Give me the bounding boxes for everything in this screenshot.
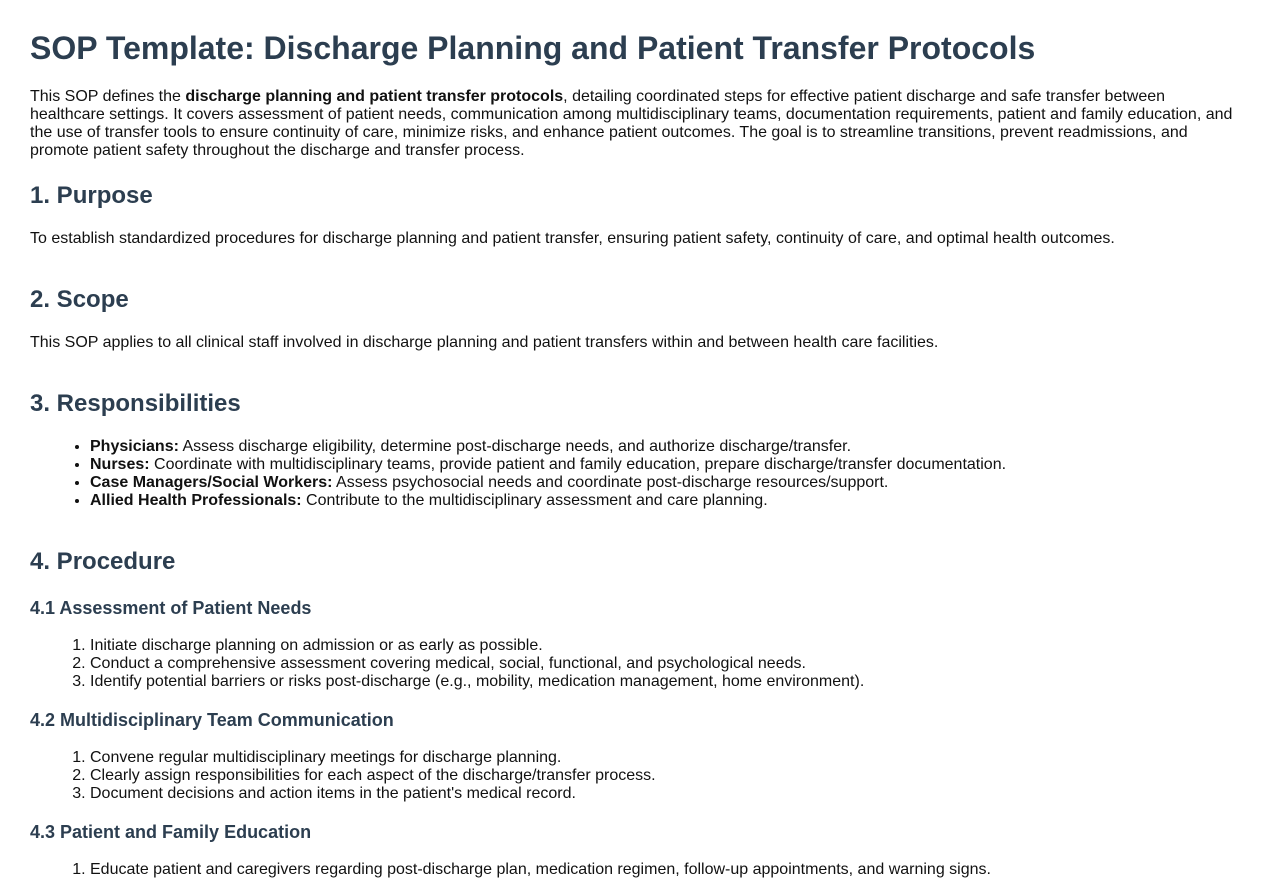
intro-text-after: , detailing coordinated steps for effective patient discharge and safe transfer between healthcare settings. It covers assessment of patient needs, communication among multidisciplinary teams, documentation requirements, patient and family education, and the use of transfer tools to ensure continuity of care, minimize risks, and enhance patient outcomes. The goal is to streamline transitions, prevent readmissions, and promote patient safety throughout the discharge and transfer process. (30, 88, 1233, 159)
list-item: 3. Identify potential barriers or risks post-discharge (e.g., mobility, medication management, home environment). (90, 673, 1233, 691)
scope-text: This SOP applies to all clinical staff involved in discharge planning and patient transfers within and between health care facilities. (30, 334, 939, 351)
scope-heading: 2. Scope (30, 286, 129, 313)
role-text: Assess discharge eligibility, determine post-discharge needs, and authorize discharge/transfer. (178, 438, 852, 455)
responsibilities-list (30, 438, 1233, 510)
list-item: 1. Educate patient and caregivers regarding post-discharge plan, medication regimen, follow-up appointments, and warning signs. (90, 861, 1233, 879)
purpose-heading: 1. Purpose (30, 182, 153, 209)
role-label: Nurses: (90, 456, 150, 473)
education-steps (30, 861, 1233, 879)
role-text: Assess psychosocial needs and coordinate post-discharge resources/support. (332, 474, 889, 491)
responsibilities-heading: 3. Responsibilities (30, 390, 241, 417)
role-label: Allied Health Professionals: (90, 492, 302, 509)
list-item: 3. Document decisions and action items in the patient's medical record. (90, 785, 1233, 803)
section-heading-communication: 4.2 Multidisciplinary Team Communication (30, 710, 394, 730)
page-title: SOP Template: Discharge Planning and Patient Transfer Protocols (30, 30, 1036, 66)
list-item: 1. Convene regular multidisciplinary meetings for discharge planning. (90, 749, 1233, 767)
assessment-steps (30, 637, 1233, 691)
section-heading-assessment: 4.1 Assessment of Patient Needs (30, 598, 312, 618)
section-heading-education: 4.3 Patient and Family Education (30, 822, 312, 842)
list-item: 1. Initiate discharge planning on admission or as early as possible. (90, 637, 1233, 655)
intro-text-before: This SOP defines the (30, 88, 186, 105)
list-item: 2. Clearly assign responsibilities for each aspect of the discharge/transfer process. (90, 767, 1233, 785)
role-label: Case Managers/Social Workers: (90, 474, 333, 491)
procedure-heading: 4. Procedure (30, 548, 176, 575)
list-item: 2. Conduct a comprehensive assessment covering medical, social, functional, and psychological needs. (90, 655, 1233, 673)
intro-paragraph (30, 88, 1233, 160)
communication-steps (30, 749, 1233, 803)
list-item (90, 438, 1233, 456)
list-item (90, 456, 1233, 474)
role-text: Coordinate with multidisciplinary teams, provide patient and family education, prepare discharge/transfer documentation. (149, 456, 1007, 473)
list-item (90, 492, 1233, 510)
role-label: Physicians: (90, 438, 179, 455)
intro-text-bold: discharge planning and patient transfer protocols (185, 88, 564, 105)
role-text: Contribute to the multidisciplinary assessment and care planning. (301, 492, 768, 509)
list-item (90, 474, 1233, 492)
purpose-text: To establish standardized procedures for discharge planning and patient transfer, ensuring patient safety, continuity of care, and optimal health outcomes. (30, 230, 1115, 247)
